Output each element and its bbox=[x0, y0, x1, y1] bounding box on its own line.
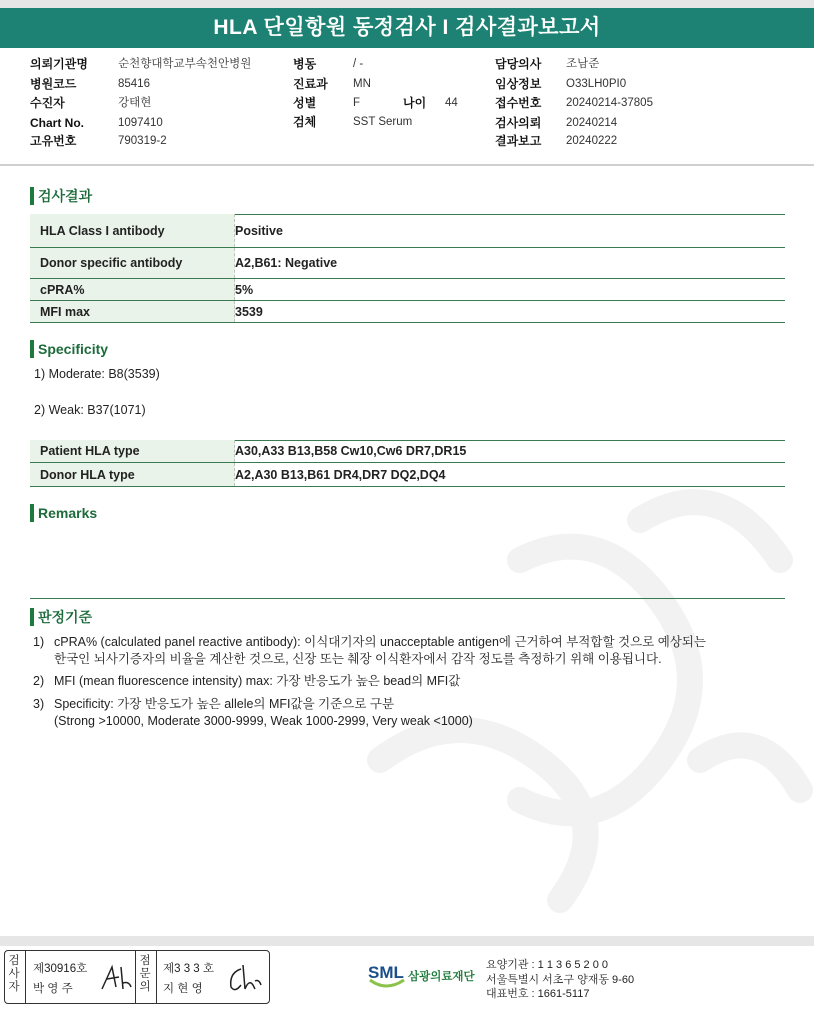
signer2-license: 제3 3 3 호 bbox=[163, 963, 214, 975]
sml-logo-icon bbox=[366, 958, 408, 994]
table-row: Donor HLA type A2,A30 B13,B61 DR4,DR7 DQ2,DQ4 bbox=[30, 463, 785, 487]
org-name: 삼광의료재단 bbox=[408, 971, 475, 983]
divider bbox=[30, 598, 785, 599]
divider bbox=[156, 951, 157, 1003]
divider bbox=[0, 164, 814, 166]
signer2-name: 지 현 영 bbox=[163, 983, 203, 995]
table-row: Donor specific antibody A2,B61: Negative bbox=[30, 248, 785, 279]
top-strip bbox=[0, 0, 814, 8]
footer-line: 서울특별시 서초구 양재동 9-60 bbox=[486, 973, 635, 986]
table-row: MFI max 3539 bbox=[30, 301, 785, 323]
footer-line: 요양기관 : 1 1 3 6 5 2 0 0 bbox=[486, 959, 609, 971]
page-title: HLA 단일항원 동정검사 I 검사결과보고서 bbox=[0, 8, 814, 48]
divider bbox=[25, 951, 26, 1003]
signer1-license: 제30916호 bbox=[33, 963, 88, 975]
footer-info bbox=[486, 958, 634, 1002]
signature-box bbox=[4, 950, 270, 1004]
criteria-number: 2) bbox=[33, 674, 45, 688]
criteria-line: cPRA% (calculated panel reactive antibody): 이식대기자의 unacceptable antigen에 근거하여 부적합할 것으로 예상되는 bbox=[54, 635, 706, 649]
criteria-line: 한국인 뇌사기증자의 비율을 계산한 것으로, 신장 또는 췌장 이식환자에서 감작 정도를 측정하기 위해 이용됩니다. bbox=[54, 652, 662, 666]
results-table bbox=[30, 214, 785, 323]
svg-text:SML: SML bbox=[368, 963, 404, 982]
signer1-name: 박 영 주 bbox=[33, 983, 73, 995]
criteria-number: 3) bbox=[33, 697, 45, 711]
results-section-title: 검사결과 bbox=[30, 187, 92, 205]
criteria-section-title: 판정기준 bbox=[30, 608, 92, 626]
table-row: cPRA% 5% bbox=[30, 279, 785, 301]
footer-line: 대표번호 : 1661-5117 bbox=[486, 988, 590, 1000]
criteria-line: MFI (mean fluorescence intensity) max: 가장 반응도가 높은 bead의 MFI값 bbox=[54, 674, 461, 688]
signer1-role-label: 검사자 bbox=[8, 955, 20, 993]
hla-type-table bbox=[30, 440, 785, 487]
specificity-section-title: Specificity bbox=[30, 340, 108, 358]
divider bbox=[135, 951, 136, 1003]
remarks-section-title: Remarks bbox=[30, 504, 97, 522]
specificity-item: 1) Moderate: B8(3539) bbox=[34, 367, 160, 381]
bottom-strip bbox=[0, 936, 814, 946]
signature-mark bbox=[99, 963, 133, 993]
table-row: HLA Class I antibody Positive bbox=[30, 214, 785, 248]
specificity-item: 2) Weak: B37(1071) bbox=[34, 403, 146, 417]
table-row: Patient HLA type A30,A33 B13,B58 Cw10,Cw6 DR7,DR15 bbox=[30, 440, 785, 463]
criteria-line: Specificity: 가장 반응도가 높은 allele의 MFI값을 기준으로 구분 bbox=[54, 697, 395, 711]
signature-mark bbox=[225, 963, 263, 993]
criteria-line: (Strong >10000, Moderate 3000-9999, Weak 1000-2999, Very weak <1000) bbox=[54, 714, 473, 728]
signer2-role-label: 점문의 bbox=[139, 955, 151, 993]
criteria-number: 1) bbox=[33, 635, 45, 649]
